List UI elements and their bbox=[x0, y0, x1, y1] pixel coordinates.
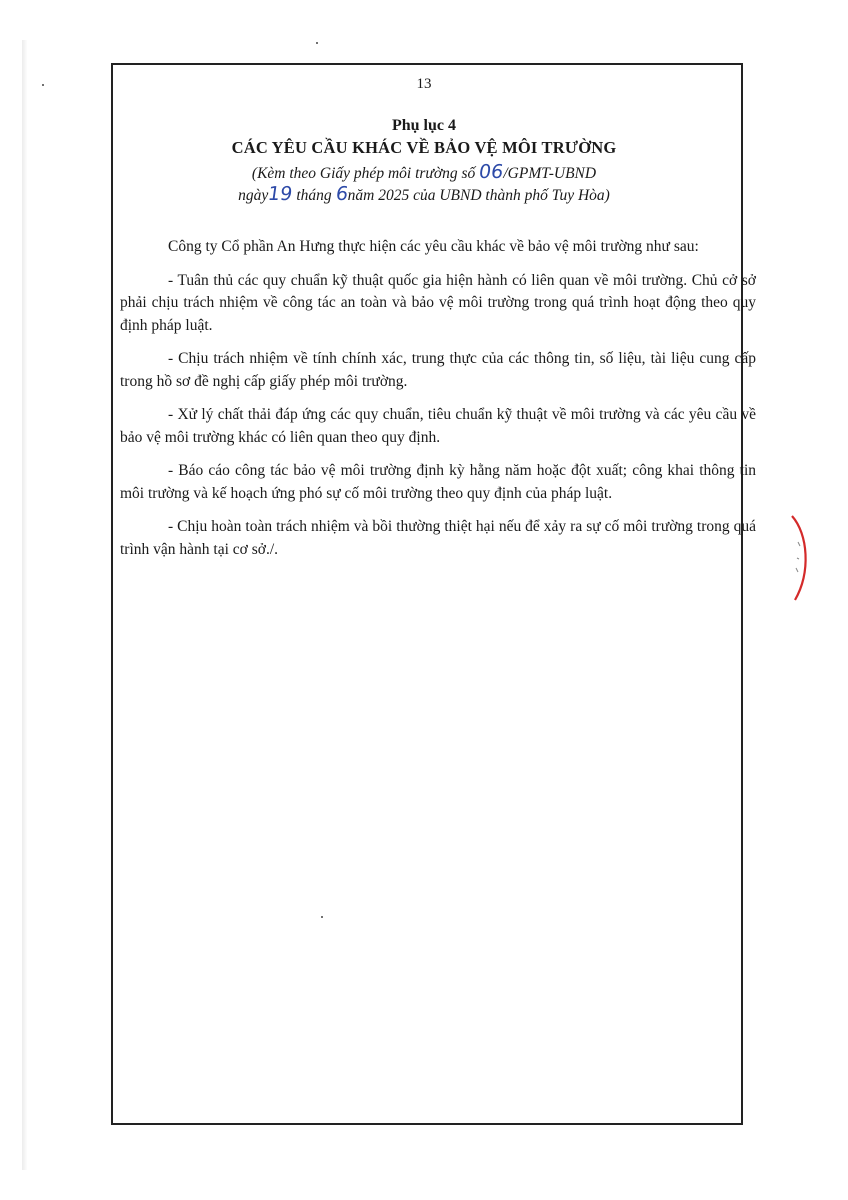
page-border-frame bbox=[111, 63, 743, 1125]
handwritten-day: 19 bbox=[266, 183, 295, 205]
intro-paragraph: Công ty Cổ phần An Hưng thực hiện các yêu cầu khác về bảo vệ môi trường như sau: bbox=[168, 238, 699, 255]
requirement-item: - Xử lý chất thải đáp ứng các quy chuẩn, tiêu chuẩn kỹ thuật về môi trường và các yêu cầu về bảo vệ môi trường khác có liên quan theo quy định. bbox=[120, 406, 756, 446]
attachment-day-prefix: ngày bbox=[238, 187, 269, 204]
attachment-permit-suffix: /GPMT-UBND bbox=[503, 165, 597, 182]
document-body bbox=[120, 236, 756, 572]
scan-edge-shadow bbox=[22, 40, 27, 1170]
red-stamp-edge bbox=[788, 512, 814, 604]
attachment-line-2 bbox=[0, 183, 848, 205]
appendix-label: Phụ lục 4 bbox=[391, 117, 456, 134]
scan-speck bbox=[316, 42, 318, 44]
handwritten-month: 6 bbox=[334, 183, 350, 205]
attachment-line-1 bbox=[0, 161, 848, 183]
handwritten-permit-number: 06 bbox=[477, 161, 505, 183]
appendix-title: CÁC YÊU CẦU KHÁC VỀ BẢO VỆ MÔI TRƯỜNG bbox=[231, 138, 617, 157]
page-number: 13 bbox=[416, 76, 432, 92]
requirement-item: - Chịu hoàn toàn trách nhiệm và bồi thường thiệt hại nếu để xảy ra sự cố môi trường trong quá trình vận hành tại cơ sở./. bbox=[120, 518, 756, 558]
requirement-item: - Tuân thủ các quy chuẩn kỹ thuật quốc gia hiện hành có liên quan về môi trường. Chủ cở sở phải chịu trách nhiệm về công tác an toàn và bảo vệ môi trường trong quá trình hoạt động theo quy định pháp luật. bbox=[120, 271, 756, 334]
attachment-year-suffix: năm 2025 của UBND thành phố Tuy Hòa) bbox=[347, 187, 610, 204]
requirement-item: - Báo cáo công tác bảo vệ môi trường định kỳ hằng năm hoặc đột xuất; công khai thông tin môi trường và kế hoạch ứng phó sự cố môi trường theo quy định của pháp luật. bbox=[120, 462, 756, 502]
attachment-prefix: (Kèm theo Giấy phép môi trường số bbox=[251, 165, 480, 182]
attachment-month-prefix: tháng bbox=[292, 187, 336, 204]
requirement-item: - Chịu trách nhiệm về tính chính xác, trung thực của các thông tin, số liệu, tài liệu cung cấp trong hồ sơ đề nghị cấp giấy phép môi trường. bbox=[120, 350, 756, 390]
